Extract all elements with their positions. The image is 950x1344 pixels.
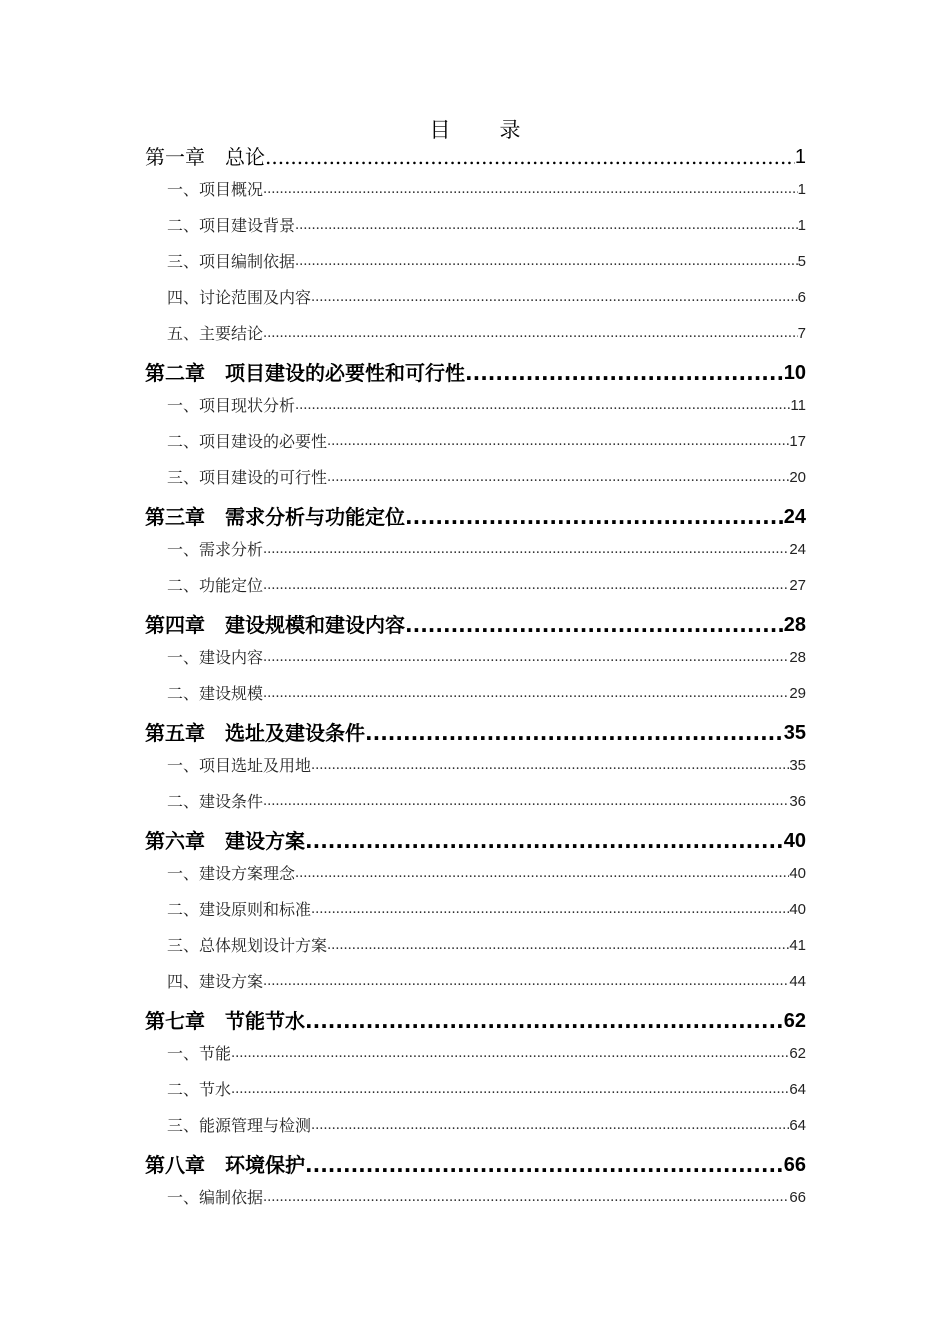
toc-section[interactable] (145, 784, 806, 820)
toc-label: 二、项目建设背景 (167, 216, 296, 235)
toc-page-number: 29 (789, 685, 806, 702)
dot-leader (263, 568, 789, 604)
toc-label: 一、项目概况 (167, 180, 264, 199)
toc-label: 二、建设规模 (167, 684, 264, 703)
toc-page-number: 64 (789, 1117, 806, 1134)
toc-label: 四、讨论范围及内容 (167, 288, 312, 307)
toc-label: 三、项目编制依据 (167, 252, 296, 271)
toc-page-number: 62 (783, 1010, 806, 1032)
toc-page-number: 20 (789, 469, 806, 486)
toc-page-number: 35 (789, 757, 806, 774)
toc-page-number: 7 (797, 325, 806, 342)
dot-leader (311, 892, 789, 928)
toc-label: 一、项目选址及用地 (167, 756, 312, 775)
toc-section[interactable] (145, 856, 806, 892)
toc-section[interactable] (145, 208, 806, 244)
toc-chapter[interactable] (145, 820, 806, 856)
toc-page-number: 27 (789, 577, 806, 594)
dot-leader (263, 784, 789, 820)
toc-page-number: 24 (783, 506, 806, 528)
toc-section[interactable] (145, 388, 806, 424)
dot-leader (265, 142, 795, 172)
dot-leader (263, 172, 798, 208)
toc-section[interactable] (145, 568, 806, 604)
toc-page-number: 40 (789, 901, 806, 918)
toc-section[interactable] (145, 532, 806, 568)
dot-leader (365, 718, 784, 748)
toc-section[interactable] (145, 460, 806, 496)
toc-page-number: 41 (789, 937, 806, 954)
toc-section[interactable] (145, 748, 806, 784)
toc-page-number: 44 (789, 973, 806, 990)
toc-label: 第六章 建设方案 (145, 829, 305, 853)
dot-leader (311, 280, 798, 316)
toc-chapter[interactable] (145, 496, 806, 532)
toc-chapter[interactable] (145, 352, 806, 388)
toc-label: 第五章 选址及建设条件 (145, 721, 365, 745)
toc-section[interactable] (145, 676, 806, 712)
dot-leader (305, 1006, 784, 1036)
toc-page-number: 11 (790, 397, 806, 414)
toc-section[interactable] (145, 424, 806, 460)
toc-chapter[interactable] (145, 712, 806, 748)
toc-page-number: 62 (789, 1045, 806, 1062)
dot-leader (327, 460, 789, 496)
toc-label: 第一章 总论 (145, 145, 265, 169)
dot-leader (311, 748, 789, 784)
dot-leader (327, 928, 789, 964)
toc-page-number: 28 (783, 614, 806, 636)
toc-page-number: 66 (783, 1154, 806, 1176)
toc-label: 二、节水 (167, 1080, 232, 1099)
table-of-contents (145, 136, 806, 1216)
toc-label: 一、建设方案理念 (167, 864, 296, 883)
toc-section[interactable] (145, 928, 806, 964)
dot-leader (263, 316, 798, 352)
dot-leader (295, 388, 790, 424)
toc-label: 三、总体规划设计方案 (167, 936, 328, 955)
toc-label: 四、建设方案 (167, 972, 264, 991)
dot-leader (231, 1072, 789, 1108)
dot-leader (263, 532, 789, 568)
toc-page-number: 1 (797, 217, 806, 234)
toc-page-number: 40 (789, 865, 806, 882)
toc-chapter[interactable] (145, 604, 806, 640)
toc-label: 二、项目建设的必要性 (167, 432, 328, 451)
toc-label: 第二章 项目建设的必要性和可行性 (145, 361, 465, 385)
dot-leader (295, 244, 798, 280)
dot-leader (305, 826, 784, 856)
toc-label: 一、节能 (167, 1044, 232, 1063)
toc-page-number: 1 (797, 181, 806, 198)
toc-chapter[interactable] (145, 136, 806, 172)
dot-leader (295, 856, 789, 892)
toc-label: 一、项目现状分析 (167, 396, 296, 415)
toc-label: 三、项目建设的可行性 (167, 468, 328, 487)
dot-leader (263, 1180, 789, 1216)
toc-page-number: 17 (789, 433, 806, 450)
dot-leader (327, 424, 789, 460)
toc-page-number: 1 (794, 146, 806, 168)
dot-leader (405, 502, 784, 532)
toc-label: 二、功能定位 (167, 576, 264, 595)
toc-page-number: 6 (797, 289, 806, 306)
toc-section[interactable] (145, 1180, 806, 1216)
dot-leader (295, 208, 798, 244)
toc-section[interactable] (145, 1108, 806, 1144)
toc-label: 三、能源管理与检测 (167, 1116, 312, 1135)
dot-leader (305, 1150, 784, 1180)
dot-leader (263, 964, 789, 1000)
toc-label: 第七章 节能节水 (145, 1009, 305, 1033)
toc-chapter[interactable] (145, 1144, 806, 1180)
dot-leader (465, 358, 784, 388)
toc-section[interactable] (145, 640, 806, 676)
toc-section[interactable] (145, 280, 806, 316)
toc-section[interactable] (145, 892, 806, 928)
toc-page-number: 28 (789, 649, 806, 666)
page-title: 目 录 (429, 118, 535, 142)
toc-page-number: 5 (797, 253, 806, 270)
dot-leader (405, 610, 784, 640)
toc-page-number: 35 (783, 722, 806, 744)
toc-section[interactable] (145, 1072, 806, 1108)
toc-chapter[interactable] (145, 1000, 806, 1036)
toc-page-number: 24 (789, 541, 806, 558)
toc-section[interactable] (145, 1036, 806, 1072)
toc-label: 一、编制依据 (167, 1188, 264, 1207)
toc-label: 一、建设内容 (167, 648, 264, 667)
toc-page-number: 10 (783, 362, 806, 384)
toc-section[interactable] (145, 172, 806, 208)
dot-leader (263, 640, 789, 676)
toc-label: 二、建设原则和标准 (167, 900, 312, 919)
toc-section[interactable] (145, 244, 806, 280)
toc-section[interactable] (145, 964, 806, 1000)
toc-label: 五、主要结论 (167, 324, 264, 343)
toc-page-number: 40 (783, 830, 806, 852)
toc-label: 二、建设条件 (167, 792, 264, 811)
toc-label: 第四章 建设规模和建设内容 (145, 613, 405, 637)
dot-leader (311, 1108, 789, 1144)
toc-label: 一、需求分析 (167, 540, 264, 559)
toc-section[interactable] (145, 316, 806, 352)
dot-leader (263, 676, 789, 712)
toc-label: 第八章 环境保护 (145, 1153, 305, 1177)
toc-page-number: 36 (789, 793, 806, 810)
dot-leader (231, 1036, 789, 1072)
toc-page-number: 64 (789, 1081, 806, 1098)
toc-label: 第三章 需求分析与功能定位 (145, 505, 405, 529)
toc-page-number: 66 (789, 1189, 806, 1206)
